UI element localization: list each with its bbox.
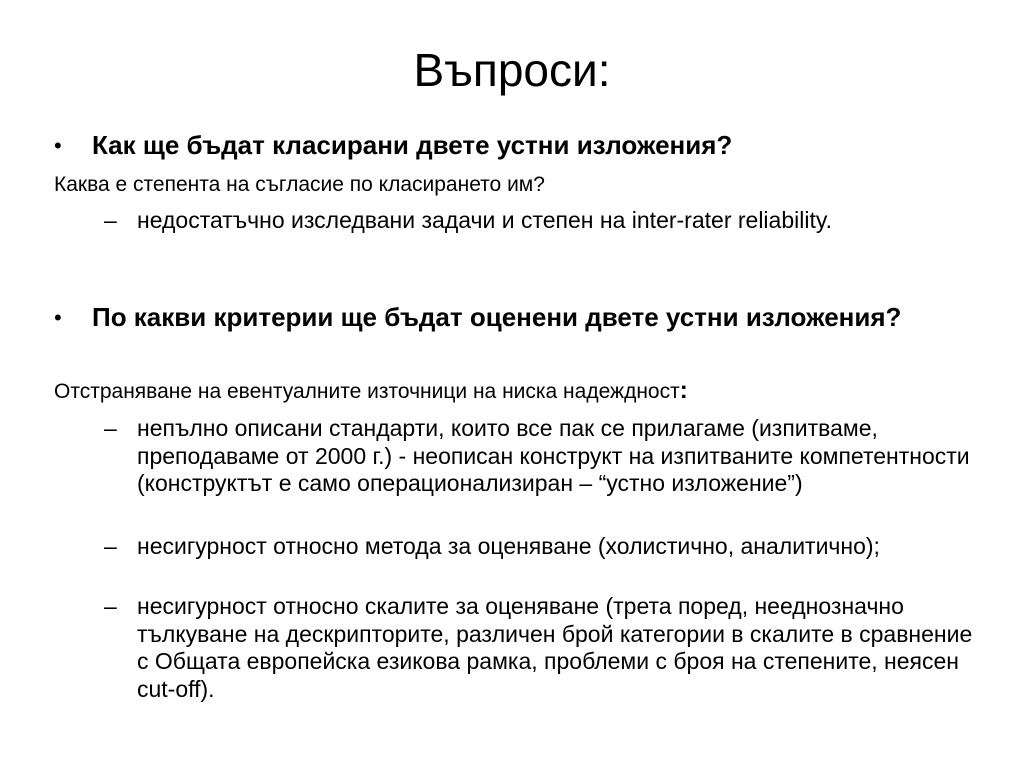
bullet-icon: • — [54, 305, 62, 330]
dash-icon: – — [104, 533, 117, 559]
section-2-item-3-text: несигурност относно скалите за оценяване (трета поред, нееднозначно тълкуване на дескрипторите, различен брой категории в скалите в сравнение с Общата европейска езикова рамка, проблеми с броя на степените, неясен cut-off). — [137, 593, 973, 702]
section-1-item-1 — [104, 207, 984, 235]
section-2-heading — [54, 302, 974, 333]
section-1-item-1-text: недостатъчно изследвани задачи и степен на inter-rater reliability. — [137, 207, 833, 233]
dash-icon: – — [104, 207, 117, 233]
section-2-item-2 — [104, 533, 984, 561]
section-2-item-1-text: непълно описани стандарти, които все пак се прилагаме (изпитваме, преподаваме от 2000 г.) - неописан конструкт на изпитваните компетентности (конструктът е само операционализиран – “устно изложение”) — [137, 415, 970, 496]
slide-title: Въпроси: — [413, 44, 611, 96]
section-2-item-2-text: несигурност относно метода за оценяване (холистично, аналитично); — [137, 533, 880, 559]
section-2-subline — [54, 378, 984, 405]
section-1-heading — [54, 130, 974, 161]
dash-icon: – — [104, 415, 117, 441]
dash-icon: – — [104, 593, 117, 619]
section-2-heading-text: По какви критерии ще бъдат оценени двете устни изложения? — [92, 302, 902, 332]
section-1-heading-text: Как ще бъдат класирани двете устни изложения? — [92, 130, 733, 160]
section-2-subline-colon: : — [679, 377, 688, 404]
section-1-subline: Каква е степента на съгласие по класирането им? — [54, 173, 545, 196]
section-2-subline-text: Отстраняване на евентуалните източници на ниска надеждност — [54, 380, 680, 403]
section-2-item-3 — [104, 593, 984, 703]
section-2-item-1 — [104, 415, 984, 498]
bullet-icon: • — [54, 133, 62, 158]
